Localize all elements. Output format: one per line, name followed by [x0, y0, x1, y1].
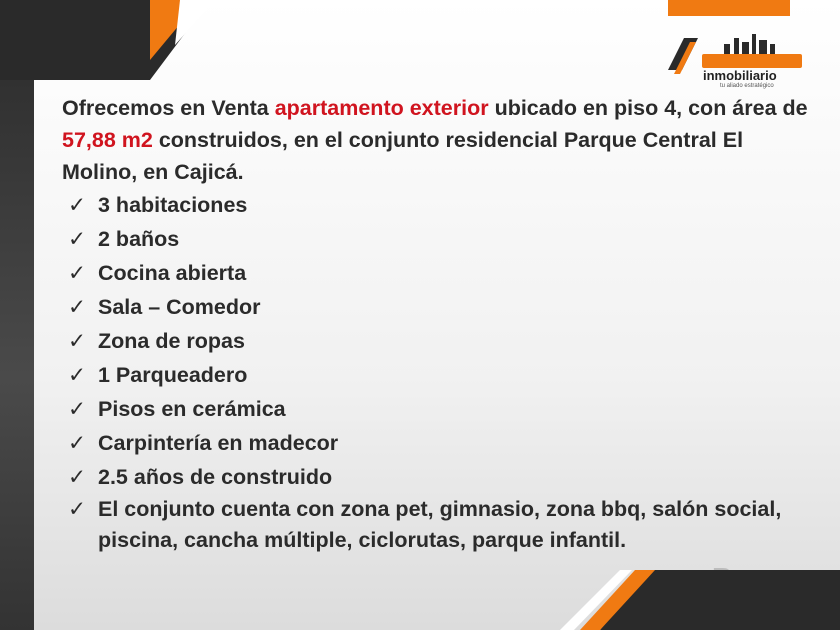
feature-item [62, 392, 812, 426]
check-icon: ✓ [68, 261, 87, 285]
intro-text-2: ubicado en piso 4, con área de [488, 96, 808, 120]
feature-item [62, 188, 812, 222]
left-dark-bar [0, 0, 34, 630]
feature-item [62, 324, 812, 358]
check-icon: ✓ [68, 295, 87, 319]
check-icon: ✓ [68, 329, 87, 353]
feature-item [62, 256, 812, 290]
check-icon: ✓ [68, 497, 87, 521]
intro-highlight-type: apartamento exterior [274, 96, 489, 120]
intro-text-3: construidos, en el conjunto residencial Parque Central El Molino, en Cajicá. [62, 128, 744, 184]
feature-text: Pisos en cerámica [98, 397, 286, 421]
feature-text: 2.5 años de construido [98, 465, 333, 489]
feature-item-amenities [62, 494, 812, 556]
check-icon: ✓ [68, 193, 87, 217]
feature-text: 2 baños [98, 227, 180, 251]
logo-tagline: tu aliado estratégico [720, 83, 774, 89]
intro-paragraph [62, 92, 812, 188]
feature-item [62, 290, 812, 324]
feature-text: El conjunto cuenta con zona pet, gimnasio, zona bbq, salón social, piscina, cancha múltiple, ciclorutas, parque infantil. [98, 497, 782, 552]
feature-item [62, 222, 812, 256]
check-icon: ✓ [68, 465, 87, 489]
feature-text: Cocina abierta [98, 261, 247, 285]
listing-content [62, 92, 812, 556]
feature-text: Carpintería en madecor [98, 431, 339, 455]
feature-item [62, 426, 812, 460]
feature-item [62, 460, 812, 494]
feature-item [62, 358, 812, 392]
feature-list [62, 188, 812, 556]
check-icon: ✓ [68, 227, 87, 251]
check-icon: ✓ [68, 431, 87, 455]
feature-text: 3 habitaciones [98, 193, 248, 217]
intro-highlight-area: 57,88 m2 [62, 128, 153, 152]
bottom-decoration [560, 570, 840, 630]
intro-text-1: Ofrecemos en Venta [62, 96, 275, 120]
feature-text: 1 Parqueadero [98, 363, 248, 387]
feature-text: Sala – Comedor [98, 295, 261, 319]
feature-text: Zona de ropas [98, 329, 245, 353]
check-icon: ✓ [68, 363, 87, 387]
check-icon: ✓ [68, 397, 87, 421]
logo-subtitle: inmobiliario [703, 68, 777, 83]
